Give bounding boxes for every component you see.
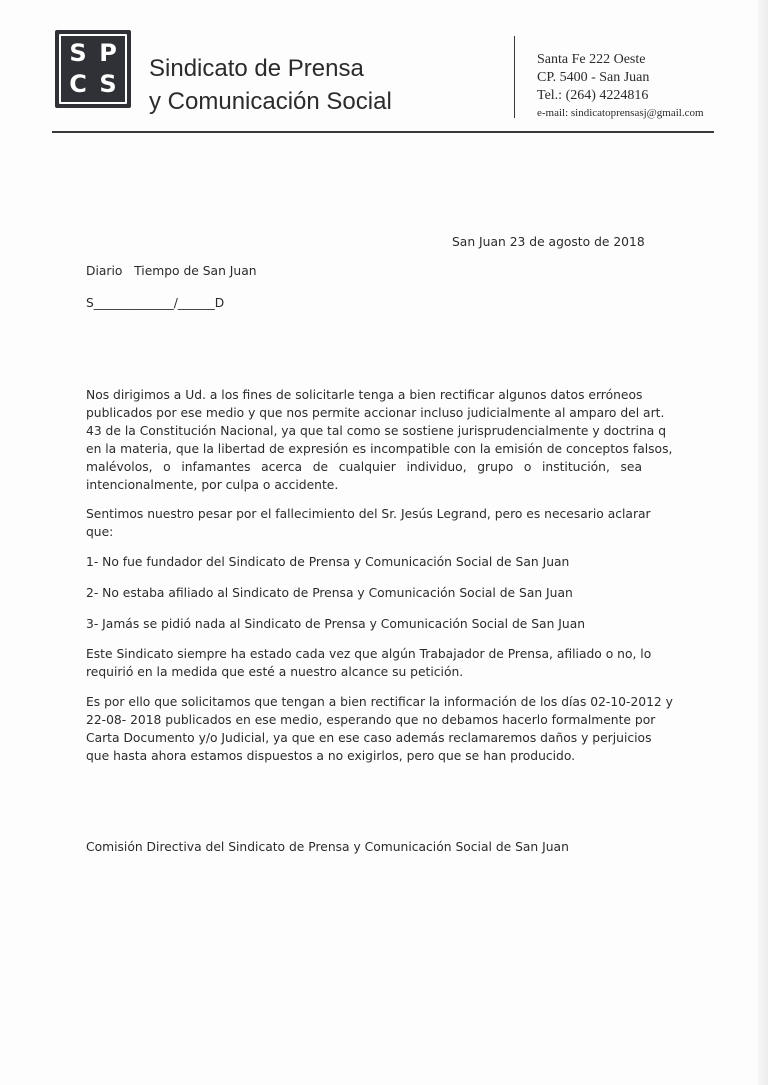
header-vertical-divider xyxy=(514,36,515,118)
contact-phone: Tel.: (264) 4224816 xyxy=(537,88,649,103)
contact-info xyxy=(537,51,704,121)
header-horizontal-rule xyxy=(52,131,714,133)
paragraph-2-line: que: xyxy=(86,525,114,539)
logo-letter-p: P xyxy=(99,39,117,67)
letter-recipient: Diario Tiempo de San Juan xyxy=(86,264,257,278)
page-edge-shadow xyxy=(758,0,768,1085)
contact-postal: CP. 5400 - San Juan xyxy=(537,70,650,85)
paragraph-3 xyxy=(86,645,652,681)
paragraph-1 xyxy=(86,386,673,494)
paragraph-1-line: 43 de la Constitución Nacional, ya que tal como se sostiene jurisprudencialmente y doctrina q xyxy=(86,424,667,438)
paragraph-4 xyxy=(86,693,673,765)
letter-signature: Comisión Directiva del Sindicato de Prensa y Comunicación Social de San Juan xyxy=(86,840,569,854)
list-item-3: 3- Jamás se pidió nada al Sindicato de Prensa y Comunicación Social de San Juan xyxy=(86,617,586,631)
paragraph-4-line: Carta Documento y/o Judicial, ya que en ese caso además reclamaremos daños y perjuicios xyxy=(86,731,652,745)
paragraph-4-line: que hasta ahora estamos dispuestos a no exigirlos, pero que se han producido. xyxy=(86,749,576,763)
logo-letter-s2: S xyxy=(99,70,117,98)
logo-letter-s1: S xyxy=(69,39,87,67)
paragraph-1-line: malévolos, o infamantes acerca de cualquier individuo, grupo o institución, sea xyxy=(86,460,642,474)
letter-date: San Juan 23 de agosto de 2018 xyxy=(452,235,645,249)
list-item-2: 2- No estaba afiliado al Sindicato de Prensa y Comunicación Social de San Juan xyxy=(86,586,573,600)
paragraph-1-line: Nos dirigimos a Ud. a los fines de solicitarle tenga a bien rectificar algunos datos erróneos xyxy=(86,388,643,402)
contact-address: Santa Fe 222 Oeste xyxy=(537,52,646,67)
paragraph-4-line: 22-08- 2018 publicados en ese medio, esperando que no debamos hacerlo formalmente por xyxy=(86,713,656,727)
spcs-logo xyxy=(55,30,131,108)
organization-name xyxy=(149,52,392,118)
paragraph-3-line: Este Sindicato siempre ha estado cada vez que algún Trabajador de Prensa, afiliado o no, lo xyxy=(86,647,652,661)
paragraph-1-line: publicados por ese medio y que nos permite accionar incluso judicialmente al amparo del art. xyxy=(86,406,665,420)
paragraph-1-line: en la materia, que la libertad de expresión es incompatible con la emisión de conceptos falsos, xyxy=(86,442,673,456)
org-name-line-1: Sindicato de Prensa xyxy=(149,55,364,82)
paragraph-4-line: Es por ello que solicitamos que tengan a bien rectificar la información de los días 02-10-2012 y xyxy=(86,695,673,709)
paragraph-2 xyxy=(86,505,651,541)
org-name-line-2: y Comunicación Social xyxy=(149,88,392,115)
paragraph-1-line: intencionalmente, por culpa o accidente. xyxy=(86,478,339,492)
logo-letter-c: C xyxy=(69,70,87,98)
letter-salutation: S_____________/______D xyxy=(86,296,225,310)
contact-email: e-mail: sindicatoprensasj@gmail.com xyxy=(537,107,704,119)
paragraph-2-line: Sentimos nuestro pesar por el fallecimiento del Sr. Jesús Legrand, pero es necesario aclarar xyxy=(86,507,651,521)
paragraph-3-line: requirió en la medida que esté a nuestro alcance su petición. xyxy=(86,665,464,679)
list-item-1: 1- No fue fundador del Sindicato de Prensa y Comunicación Social de San Juan xyxy=(86,555,570,569)
